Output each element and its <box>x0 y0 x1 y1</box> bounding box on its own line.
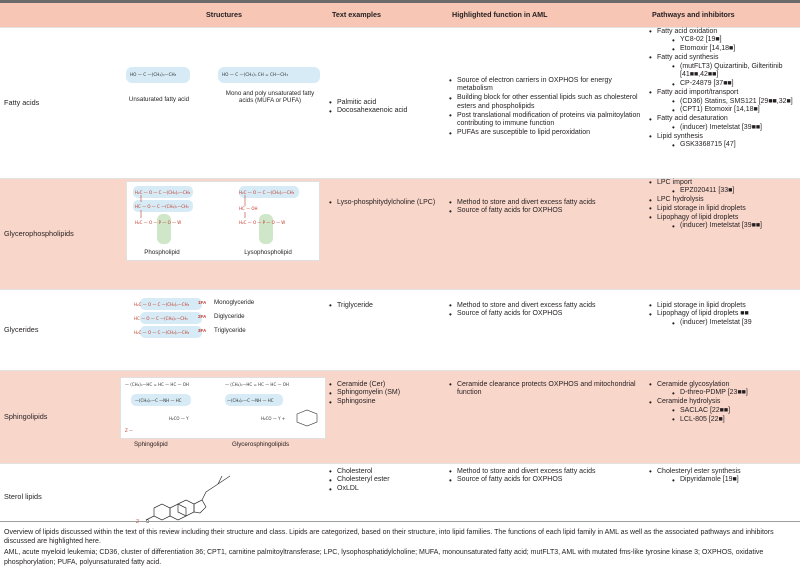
list-item: • Cholesterol <box>328 468 448 477</box>
list-item: • Method to store and divert excess fatty acids <box>448 199 648 208</box>
svg-text:— (CH₂)ₙ—HC = HC — HC — OH: — (CH₂)ₙ—HC = HC — HC — OH <box>225 381 289 387</box>
examples-cell <box>328 178 448 289</box>
pathway-item <box>648 28 800 54</box>
structure-label: Diglyceride <box>214 312 245 320</box>
inhibitor-item: • (CPT1) Etomoxir [14,18■] <box>671 106 800 115</box>
svg-text:Z —: Z — <box>125 427 134 433</box>
svg-text:HC — O — C —(CH₂)ₙ—CH₃: HC — O — C —(CH₂)ₙ—CH₃ <box>135 203 189 209</box>
pathway-name: Fatty acid oxidation <box>657 27 718 35</box>
svg-text:HC — O — C —(CH₂)ₙ—CH₃: HC — O — C —(CH₂)ₙ—CH₃ <box>134 315 188 321</box>
examples-list <box>328 199 448 208</box>
structure-cell <box>120 289 328 370</box>
row-glycerophospholipids <box>0 178 800 289</box>
svg-text:H₂C — O — C —(CH₂)ₙ—CH₃: H₂C — O — C —(CH₂)ₙ—CH₃ <box>134 301 190 307</box>
function-list <box>448 199 648 217</box>
inhibitor-item: • (CD36) Statins, SMS121 [29■■,32■] <box>671 98 800 107</box>
svg-text:— O: — O <box>140 519 150 525</box>
list-item: • Docosahexaenoic acid <box>328 107 448 116</box>
abbreviations-text: AML, acute myeloid leukemia; CD36, cluster of differentiation 36; CPT1, carnitine palmitoyltransferase; LPC, lysophosphatidylcholine; MUFA, monounsaturated fatty acid; mutFLT3, AML with mutated fms-like tyrosine kinase 3; OXPHOS, oxidative phosphorylation; PUFA, polyunsaturated fatty acid. <box>4 549 764 566</box>
list-item: • PUFAs are susceptible to lipid peroxidation <box>448 129 648 138</box>
structure-label: Lysophospholipid <box>244 248 292 256</box>
pathway-name: Fatty acid import/transport <box>657 88 739 96</box>
pathway-name: Ceramide hydrolysis <box>657 398 721 405</box>
svg-text:H₂C — O — C —(CH₂)ₙ—CH₃: H₂C — O — C —(CH₂)ₙ—CH₃ <box>135 189 191 195</box>
svg-text:—(CH₂)ₙ—C —NH — HC: —(CH₂)ₙ—C —NH — HC <box>135 397 182 403</box>
structure-label: Triglyceride <box>214 326 246 334</box>
inhibitor-item: • Dipyridamole [19■] <box>671 476 800 485</box>
fatty-acid-formula-right: HO — C —(CH₂)ₙ CH = CH—CH₃ <box>222 71 289 77</box>
class-cell <box>0 289 120 370</box>
pathway-item: • Lipid storage in lipid droplets <box>648 302 800 311</box>
structure-cell <box>120 370 328 463</box>
row-sphingolipids <box>0 370 800 463</box>
svg-text:H₂C — O — C —(CH₂)ₙ—CH₃: H₂C — O — C —(CH₂)ₙ—CH₃ <box>239 189 295 195</box>
pathways-list <box>648 468 800 486</box>
list-item: • Method to store and divert excess fatty acids <box>448 468 648 477</box>
structure-cell <box>120 27 328 178</box>
pathways-list <box>648 302 800 328</box>
table-caption <box>0 521 800 569</box>
pathway-item <box>648 179 800 197</box>
list-item: • Source of fatty acids for OXPHOS <box>448 476 648 485</box>
row-sterol-lipids <box>0 463 800 530</box>
function-list <box>448 381 648 399</box>
list-item: • Source of electron carriers in OXPHOS for energy metabolism <box>448 77 648 95</box>
list-item: • Ceramide clearance protects OXPHOS and mitochondrial function <box>448 381 648 399</box>
pathway-item <box>648 214 800 232</box>
fa-tag: 3FA <box>198 327 207 333</box>
fatty-acid-formula-left: HO — C —(CH₂)ₙ—CH₃ <box>130 71 177 77</box>
svg-text:— (CH₂)ₙ—HC = HC — HC — OH: — (CH₂)ₙ—HC = HC — HC — OH <box>125 381 189 387</box>
class-cell <box>0 27 120 178</box>
examples-cell <box>328 27 448 178</box>
examples-cell <box>328 463 448 530</box>
svg-text:—(CH₂)ₙ—C —NH — HC: —(CH₂)ₙ—C —NH — HC <box>227 397 274 403</box>
svg-text:H₂C — O — P — O — W: H₂C — O — P — O — W <box>239 219 286 225</box>
inhibitor-item: • GSK3368715 [47] <box>671 141 800 150</box>
list-item: • Source of fatty acids for OXPHOS <box>448 207 648 216</box>
caption-text: Overview of lipids discussed within the text of this review including their structure and class. Lipids are categorized, based on their structure, into lipid families. The functions of each lipid family in AML as well as the associated pathways and inhibitors discussed are highlighted here. <box>4 529 774 546</box>
pathway-item <box>648 115 800 133</box>
pathway-name: Lipid synthesis <box>657 132 703 140</box>
row-fatty-acids <box>0 27 800 178</box>
pathway-item: • Lipid storage in lipid droplets <box>648 205 800 214</box>
function-list <box>448 302 648 320</box>
class-name: Glycerides <box>4 324 39 334</box>
sphingolipid-diagram <box>121 378 327 440</box>
list-item: • Cholesteryl ester <box>328 476 448 485</box>
class-name: Glycerophospholipids <box>4 228 74 238</box>
structure-cell <box>120 463 328 530</box>
pathway-item: • LPC hydrolysis <box>648 196 800 205</box>
class-name: Sphingolipids <box>4 411 48 421</box>
list-item: • Ceramide (Cer) <box>328 381 448 390</box>
pathways-list <box>648 381 800 425</box>
pathway-name: LPC import <box>657 178 693 186</box>
class-cell <box>0 370 120 463</box>
header-function: Highlighted function in AML <box>448 3 648 27</box>
inhibitor-item: • (inducer) Imetelstat [39■■] <box>671 222 800 231</box>
header-blank <box>0 3 120 27</box>
structure-label: Mono and poly unsaturated fatty acids (MUFA or PUFA) <box>225 89 315 105</box>
structure-cell <box>120 178 328 289</box>
pathway-name: Fatty acid desaturation <box>657 115 728 122</box>
svg-text:H₂C — O — P — O — W: H₂C — O — P — O — W <box>135 219 182 225</box>
list-item: • Sphingosine <box>328 398 448 407</box>
list-item: • Source of fatty acids for OXPHOS <box>448 310 648 319</box>
pathway-name: Lipophagy of lipid droplets ■■ <box>657 310 749 318</box>
header-pathways: Pathways and inhibitors <box>648 3 800 27</box>
header-row <box>0 3 800 27</box>
list-item: • Palmitic acid <box>328 99 448 108</box>
inhibitor-item: • Etomoxir [14,18■] <box>671 45 800 54</box>
list-item: • Lyso-phosphitydylcholine (LPC) <box>328 199 448 208</box>
pathway-item <box>648 133 800 151</box>
structure-label: Glycerosphingolipids <box>232 440 290 448</box>
list-item: • Triglyceride <box>328 302 448 311</box>
pathways-cell <box>648 27 800 178</box>
class-name: Fatty acids <box>4 97 40 107</box>
inhibitor-item: • SACLAC [22■■] <box>671 407 800 416</box>
function-cell <box>448 370 648 463</box>
inhibitor-item: • LCL-805 [22■] <box>671 416 800 425</box>
list-item: • Post translational modification of proteins via palmitoylation contributing to immune function <box>448 112 648 130</box>
structure-label: Monoglyceride <box>214 298 255 306</box>
pathway-item <box>648 398 800 424</box>
header-text-examples: Text examples <box>328 3 448 27</box>
function-cell <box>448 27 648 178</box>
pathway-item <box>648 381 800 399</box>
inhibitor-item: • (inducer) Imetelstat [39■■] <box>671 124 800 133</box>
pathway-name: Ceramide glycosylation <box>657 380 730 388</box>
inhibitor-item: • (inducer) Imetelstat [39 <box>671 319 800 328</box>
pathway-item <box>648 89 800 115</box>
inhibitor-item: • CP-24879 [37■■] <box>671 80 800 89</box>
class-name: Sterol lipids <box>4 491 42 501</box>
function-cell <box>448 289 648 370</box>
structure-label: Sphingolipid <box>134 440 168 448</box>
svg-text:Z: Z <box>136 519 140 525</box>
pathways-cell <box>648 289 800 370</box>
inhibitor-item: • D-threo-PDMP [23■■] <box>671 389 800 398</box>
pathway-name: Lipophagy of lipid droplets <box>657 213 739 221</box>
svg-text:H₂CO — Y: H₂CO — Y <box>169 415 189 421</box>
pathways-cell <box>648 178 800 289</box>
inhibitor-item: • (mutFLT3) Quizartinib, Gilteritinib [41■■,42■■] <box>671 63 800 81</box>
function-cell <box>448 178 648 289</box>
inhibitor-item: • EPZ020411 [33■] <box>671 187 800 196</box>
examples-cell <box>328 289 448 370</box>
examples-list <box>328 302 448 311</box>
svg-text:H₂C — O — C —(CH₂)ₙ—CH₃: H₂C — O — C —(CH₂)ₙ—CH₃ <box>134 329 190 335</box>
function-list <box>448 468 648 486</box>
examples-cell <box>328 370 448 463</box>
examples-list <box>328 99 448 117</box>
svg-text:HC — OH: HC — OH <box>239 205 258 211</box>
lipid-table <box>0 3 800 530</box>
structure-label: Phospholipid <box>144 248 180 256</box>
function-list <box>448 77 648 138</box>
svg-text:H₂CO — Y +: H₂CO — Y + <box>261 415 286 421</box>
pathways-list <box>648 28 800 151</box>
examples-list <box>328 468 448 494</box>
pathways-list <box>648 179 800 232</box>
fa-tag: 2FA <box>198 313 207 319</box>
list-item: • Building block for other essential lipids such as cholesterol esters and phospholipids <box>448 94 648 112</box>
pathway-name: Fatty acid synthesis <box>657 53 719 61</box>
examples-list <box>328 381 448 407</box>
row-glycerides <box>0 289 800 370</box>
header-structures: Structures <box>120 3 328 27</box>
list-item: • OxLDL <box>328 485 448 494</box>
inhibitor-item: • YC8-02 [19■] <box>671 36 800 45</box>
pathways-cell <box>648 370 800 463</box>
sterol-diagram <box>136 466 236 528</box>
class-cell <box>0 178 120 289</box>
function-cell <box>448 463 648 530</box>
pathway-item <box>648 310 800 328</box>
pathway-item <box>648 54 800 89</box>
list-item: • Method to store and divert excess fatty acids <box>448 302 648 311</box>
class-cell <box>0 463 120 530</box>
pathways-cell <box>648 463 800 530</box>
pathway-item <box>648 468 800 486</box>
sphingolipid-structure <box>120 377 326 439</box>
list-item: • Sphingomyelin (SM) <box>328 389 448 398</box>
structure-label: Unsaturated fatty acid <box>128 95 190 103</box>
fa-tag: 1FA <box>198 299 207 305</box>
pathway-name: Cholesteryl ester synthesis <box>657 467 741 475</box>
